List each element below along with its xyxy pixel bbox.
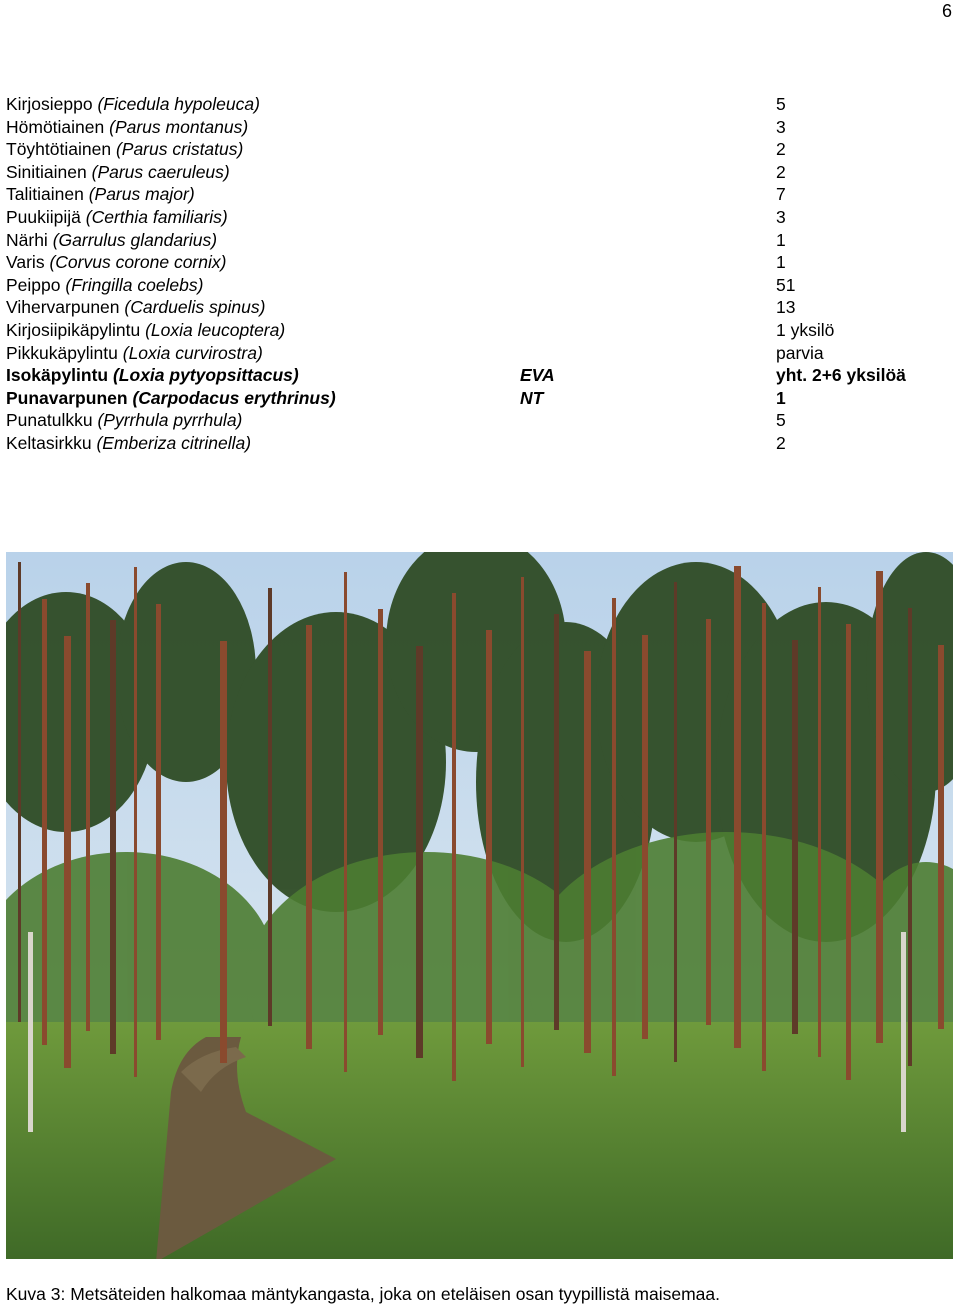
- observation-count: 2: [776, 432, 786, 453]
- scientific-name: (Fringilla coelebs): [65, 274, 204, 295]
- common-name: Vihervarpunen: [6, 297, 120, 318]
- species-name: [6, 342, 263, 365]
- species-list: [6, 93, 956, 455]
- pine-trunk: [156, 604, 161, 1040]
- birch-trunk: [28, 932, 33, 1132]
- scientific-name: (Garrulus glandarius): [52, 229, 218, 250]
- pine-trunk: [416, 646, 423, 1058]
- observation-count: yht. 2+6 yksilöä: [776, 365, 906, 386]
- scientific-name: (Corvus corone cornix): [49, 252, 227, 273]
- pine-trunk: [220, 641, 227, 1063]
- scientific-name: (Parus cristatus): [115, 139, 244, 160]
- observation-count: 2: [776, 139, 786, 160]
- species-row: [6, 206, 956, 229]
- scientific-name: (Loxia pytyopsittacus): [112, 365, 299, 386]
- pine-trunk: [792, 640, 798, 1034]
- pine-trunk: [344, 572, 347, 1072]
- pine-trunk: [452, 593, 456, 1081]
- observation-count: 5: [776, 410, 786, 431]
- pine-trunk: [674, 582, 677, 1062]
- scientific-name: (Pyrrhula pyrrhula): [97, 410, 243, 431]
- species-name: [6, 432, 251, 455]
- conservation-status: NT: [520, 387, 544, 408]
- observation-count: 1 yksilö: [776, 319, 835, 340]
- scientific-name: (Emberiza citrinella): [96, 432, 252, 453]
- species-name: [6, 296, 265, 319]
- common-name: Punavarpunen: [6, 387, 128, 408]
- pine-trunk: [734, 566, 741, 1048]
- species-name: [6, 319, 285, 342]
- pine-trunk: [584, 651, 591, 1053]
- pine-trunk: [938, 645, 944, 1029]
- species-name: [6, 183, 195, 206]
- pine-trunk: [86, 583, 90, 1031]
- pine-trunk: [762, 603, 766, 1071]
- pine-trunk: [612, 598, 616, 1076]
- observation-count: 3: [776, 206, 786, 227]
- species-name: [6, 138, 243, 161]
- scientific-name: (Certhia familiaris): [85, 206, 228, 227]
- pine-trunk: [268, 588, 272, 1026]
- species-name: [6, 161, 230, 184]
- species-row: [6, 387, 956, 410]
- species-name: [6, 229, 217, 252]
- scientific-name: (Parus major): [88, 184, 195, 205]
- common-name: Varis: [6, 252, 45, 273]
- pine-trunk: [706, 619, 711, 1025]
- common-name: Kirjosieppo: [6, 94, 93, 114]
- species-name: [6, 251, 226, 274]
- pine-trunk: [378, 609, 383, 1035]
- observation-count: 3: [776, 116, 786, 137]
- species-row: [6, 274, 956, 297]
- species-row: [6, 364, 956, 387]
- observation-count: 2: [776, 161, 786, 182]
- species-row: [6, 93, 956, 116]
- species-name: [6, 206, 228, 229]
- observation-count: 5: [776, 94, 786, 114]
- pine-trunk: [554, 614, 559, 1030]
- pine-trunk: [486, 630, 492, 1044]
- pine-trunk: [521, 577, 524, 1067]
- pine-trunk: [908, 608, 912, 1066]
- pine-trunk: [846, 624, 851, 1080]
- common-name: Kirjosiipikäpylintu: [6, 319, 141, 340]
- common-name: Peippo: [6, 274, 61, 295]
- species-row: [6, 342, 956, 365]
- species-row: [6, 296, 956, 319]
- observation-count: 51: [776, 274, 796, 295]
- pine-trunk: [818, 587, 821, 1057]
- scientific-name: (Parus caeruleus): [91, 161, 230, 182]
- common-name: Sinitiainen: [6, 161, 87, 182]
- forest-photo: [6, 552, 953, 1259]
- common-name: Hömötiainen: [6, 116, 105, 137]
- scientific-name: (Loxia curvirostra): [122, 342, 263, 363]
- species-row: [6, 251, 956, 274]
- pine-trunk: [306, 625, 312, 1049]
- figure-caption: Kuva 3: Metsäteiden halkomaa mäntykangasta, joka on eteläisen osan tyypillistä maisemaa.: [6, 1284, 721, 1304]
- observation-count: 1: [776, 229, 786, 250]
- pine-trunk: [110, 620, 116, 1054]
- page-number: 6: [941, 1, 952, 21]
- scientific-name: (Parus montanus): [109, 116, 249, 137]
- conservation-status: EVA: [520, 365, 555, 386]
- observation-count: 1: [776, 387, 786, 408]
- common-name: Närhi: [6, 229, 48, 250]
- species-name: [6, 116, 248, 139]
- scientific-name: (Carpodacus erythrinus): [132, 387, 336, 408]
- common-name: Keltasirkku: [6, 432, 92, 453]
- pine-trunk: [134, 567, 137, 1077]
- pine-trunk: [642, 635, 648, 1039]
- observation-count: parvia: [776, 342, 824, 363]
- species-row: [6, 229, 956, 252]
- scientific-name: (Carduelis spinus): [124, 297, 266, 318]
- species-row: [6, 432, 956, 455]
- forest-floor: [6, 1022, 953, 1259]
- pine-trunk: [18, 562, 21, 1022]
- species-name: [6, 93, 260, 116]
- species-row: [6, 183, 956, 206]
- species-row: [6, 138, 956, 161]
- common-name: Puukiipijä: [6, 206, 81, 227]
- common-name: Talitiainen: [6, 184, 84, 205]
- species-name: [6, 409, 242, 432]
- scientific-name: (Loxia leucoptera): [145, 319, 286, 340]
- observation-count: 1: [776, 252, 786, 273]
- species-row: [6, 161, 956, 184]
- species-name: [6, 364, 299, 387]
- species-row: [6, 409, 956, 432]
- species-name: [6, 274, 203, 297]
- observation-count: 13: [776, 297, 796, 318]
- birch-trunk: [901, 932, 906, 1132]
- scientific-name: (Ficedula hypoleuca): [97, 94, 260, 114]
- common-name: Isokäpylintu: [6, 365, 109, 386]
- observation-count: 7: [776, 184, 786, 205]
- species-name: [6, 387, 336, 410]
- pine-trunk: [876, 571, 883, 1043]
- pine-trunk: [64, 636, 71, 1068]
- common-name: Pikkukäpylintu: [6, 342, 118, 363]
- common-name: Töyhtötiainen: [6, 139, 112, 160]
- pine-trunk: [42, 599, 47, 1045]
- species-row: [6, 116, 956, 139]
- common-name: Punatulkku: [6, 410, 93, 431]
- species-row: [6, 319, 956, 342]
